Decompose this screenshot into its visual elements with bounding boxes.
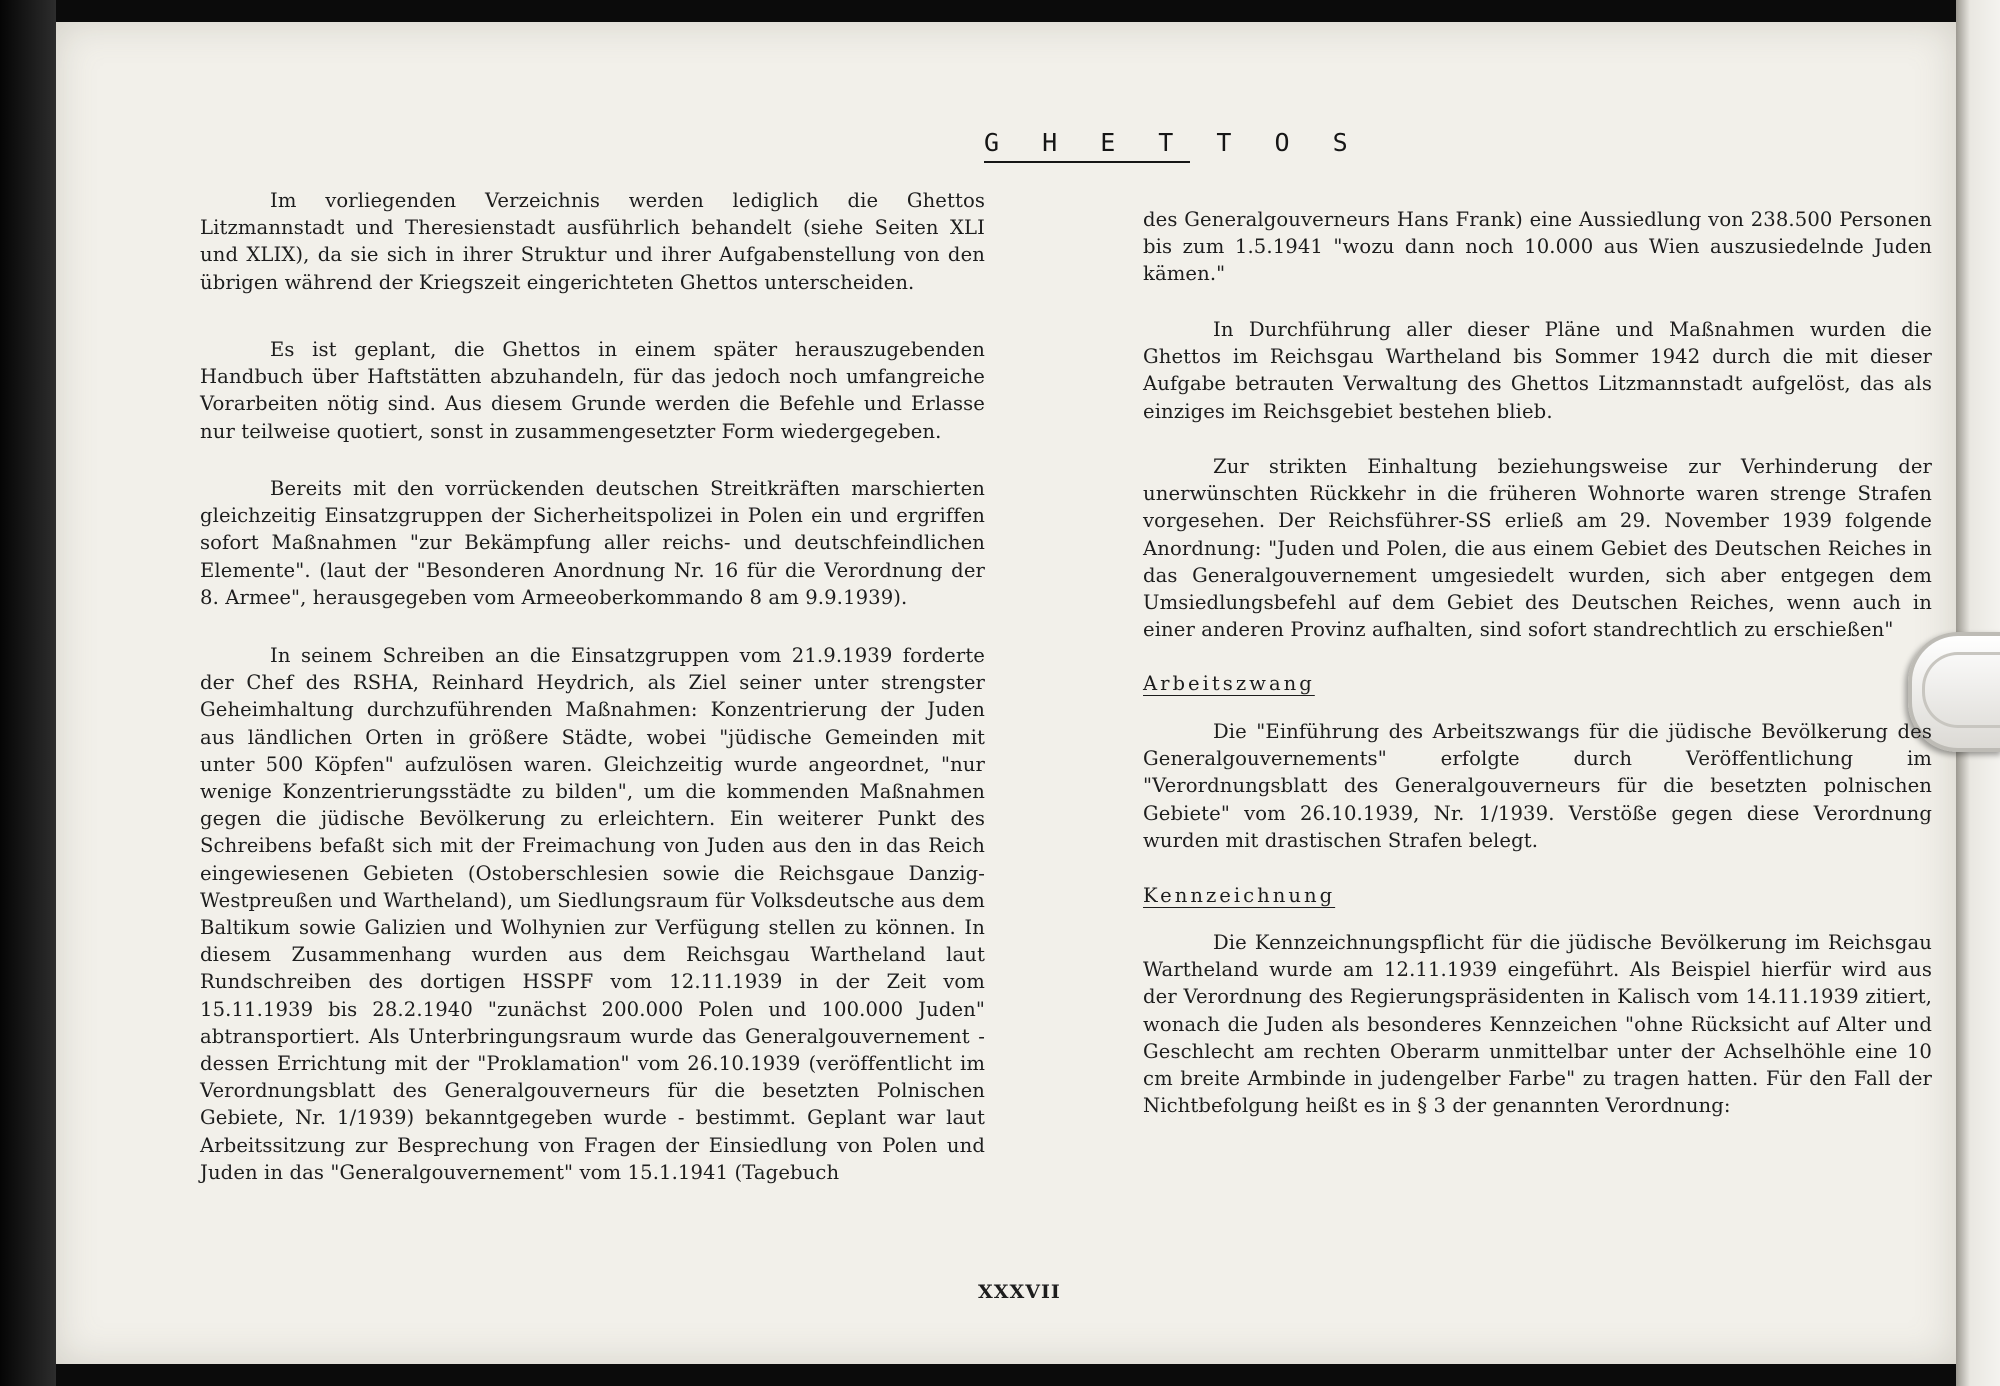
paragraph-penalties: Zur strikten Einhaltung beziehungsweise zur Verhinderung der unerwünschten Rückkehr in die früheren Wohnorte waren strenge Strafen vorgesehen. Der Reichsführer-SS erließ am 29. November 1939 folgende Anordnung: "Juden und Polen, die aus einem Gebiet des Deutschen Reiches in das Generalgouvernement umgesiedelt wurden, sich aber entgegen dem Umsiedlungsbefehl auf dem Gebiet des Deutschen Reiches, wenn auch in einer anderen Provinz aufhalten, sind sofort standrechtlich zu erschießen": [1143, 455, 1932, 642]
paragraph-kennzeichnung: Die Kennzeichnungspflicht für die jüdische Bevölkerung im Reichsgau Wartheland wurde am 12.11.1939 eingeführt. Als Beispiel hierfür wird aus der Verordnung des Regierungspräsidenten in Kalisch vom 14.11.1939 zitiert, wonach die Juden als besonderes Kennzeichen "ohne Rücksicht auf Alter und Geschlecht am rechten Oberarm unmittelbar unter der Achselhöhle eine 10 cm breite Armbinde in judengelber Farbe" zu tragen hatten. Für den Fall der Nichtbefolgung heißt es in § 3 der genannten Verordnung:: [1143, 931, 1932, 1118]
heading-arbeitszwang: Arbeitszwang: [1143, 672, 1315, 695]
paragraph-intro: Im vorliegenden Verzeichnis werden lediglich die Ghettos Litzmannstadt und Theresienstadt ausführlich behandelt (siehe Seiten XLI und XLIX), da sie sich in ihrer Struktur und ihrer Aufgabenstellung von den übrigen während der Kriegszeit eingerichteten Ghettos unterscheiden.: [200, 189, 985, 294]
paragraph-einsatzgruppen: Bereits mit den vorrückenden deutschen Streitkräften marschierten gleichzeitig Einsatzgruppen der Sicherheitspolizei in Polen ein und ergriffen sofort Maßnahmen "zur Bekämpfung aller reichs- und deutschfeindlichen Elemente". (laut der "Besonderen Anordnung Nr. 16 für die Verordnung der 8. Armee", herausgegeben vom Armeeoberkommando 8 am 9.9.1939).: [200, 477, 985, 609]
page-title: G H E T T O S: [984, 128, 1190, 163]
paragraph-arbeitszwang: Die "Einführung des Arbeitszwangs für die jüdische Bevölkerung des Generalgouvernements" erfolgte durch Veröffentlichung im "Verordnungsblatt des Generalgouverneurs für die besetzten polnischen Gebiete" vom 26.10.1939, Nr. 1/1939. Verstöße gegen diese Verordnung wurden mit drastischen Strafen belegt.: [1143, 720, 1932, 852]
paragraph-handbook: Es ist geplant, die Ghettos in einem später herauszugebenden Handbuch über Haftstätten abzuhandeln, für das jedoch noch umfangreiche Vorarbeiten nötig sind. Aus diesem Grunde werden die Befehle und Erlasse nur teilweise quotiert, sonst in zusammengesetzter Form wiedergegeben.: [200, 338, 985, 443]
paragraph-heydrich-letter: In seinem Schreiben an die Einsatzgruppen vom 21.9.1939 forderte der Chef des RSHA, Reinhard Heydrich, als Ziel seiner unter strengster Geheimhaltung durchzuführenden Maßnahmen: Konzentrierung der Juden aus ländlichen Orten in größere Städte, wobei "jüdische Gemeinden mit unter 500 Köpfen" aufzulösen waren. Gleichzeitig wurde angeordnet, "nur wenige Konzentrierungsstädte zu bilden", um die kommenden Maßnahmen gegen die jüdische Bevölkerung zu erleichtern. Ein weiterer Punkt des Schreibens befaßt sich mit der Freimachung von Juden aus den in das Reich eingewiesenen Gebieten (Ostoberschlesien sowie die Reichsgaue Danzig-Westpreußen und Wartheland), um Siedlungsraum für Volksdeutsche aus dem Baltikum sowie Galizien und Wolhynien zur Verfügung stellen zu können. In diesem Zusammenhang wurden aus dem Reichsgau Wartheland laut Rundschreiben des dortigen HSSPF vom 12.11.1939 in der Zeit vom 15.11.1939 bis 28.2.1940 "zunächst 200.000 Polen und 100.000 Juden" abtransportiert. Als Unterbringungsraum wurde das Generalgouvernement - dessen Errichtung mit der "Proklamation" vom 26.10.1939 (veröffentlicht im Verordnungsblatt des Generalgouverneurs für die besetzten Polnischen Gebiete, Nr. 1/1939) bekanntgegeben wurde - bestimmt. Geplant war laut Arbeitssitzung zur Besprechung von Fragen der Einsiedlung von Polen und Juden in das "Generalgouvernement" vom 15.1.1941 (Tagebuch: [200, 644, 985, 1184]
book-binding-shadow: [0, 0, 56, 1386]
paragraph-dissolution: In Durchführung aller dieser Pläne und Maßnahmen wurden die Ghettos im Reichsgau Wartheland bis Sommer 1942 durch die mit dieser Aufgabe betrauten Verwaltung des Ghettos Litzmannstadt aufgelöst, das als einziges im Reichsgebiet bestehen blieb.: [1143, 318, 1932, 423]
paragraph-continuation: des Generalgouverneurs Hans Frank) eine Aussiedlung von 238.500 Personen bis zum 1.5.1941 "wozu dann noch 10.000 aus Wien auszusiedelnde Juden kämen.": [1143, 208, 1932, 286]
page-number: XXXVII: [978, 1281, 1061, 1303]
paper-clip-inner-loop: [1922, 652, 2000, 728]
heading-kennzeichnung: Kennzeichnung: [1143, 884, 1336, 907]
